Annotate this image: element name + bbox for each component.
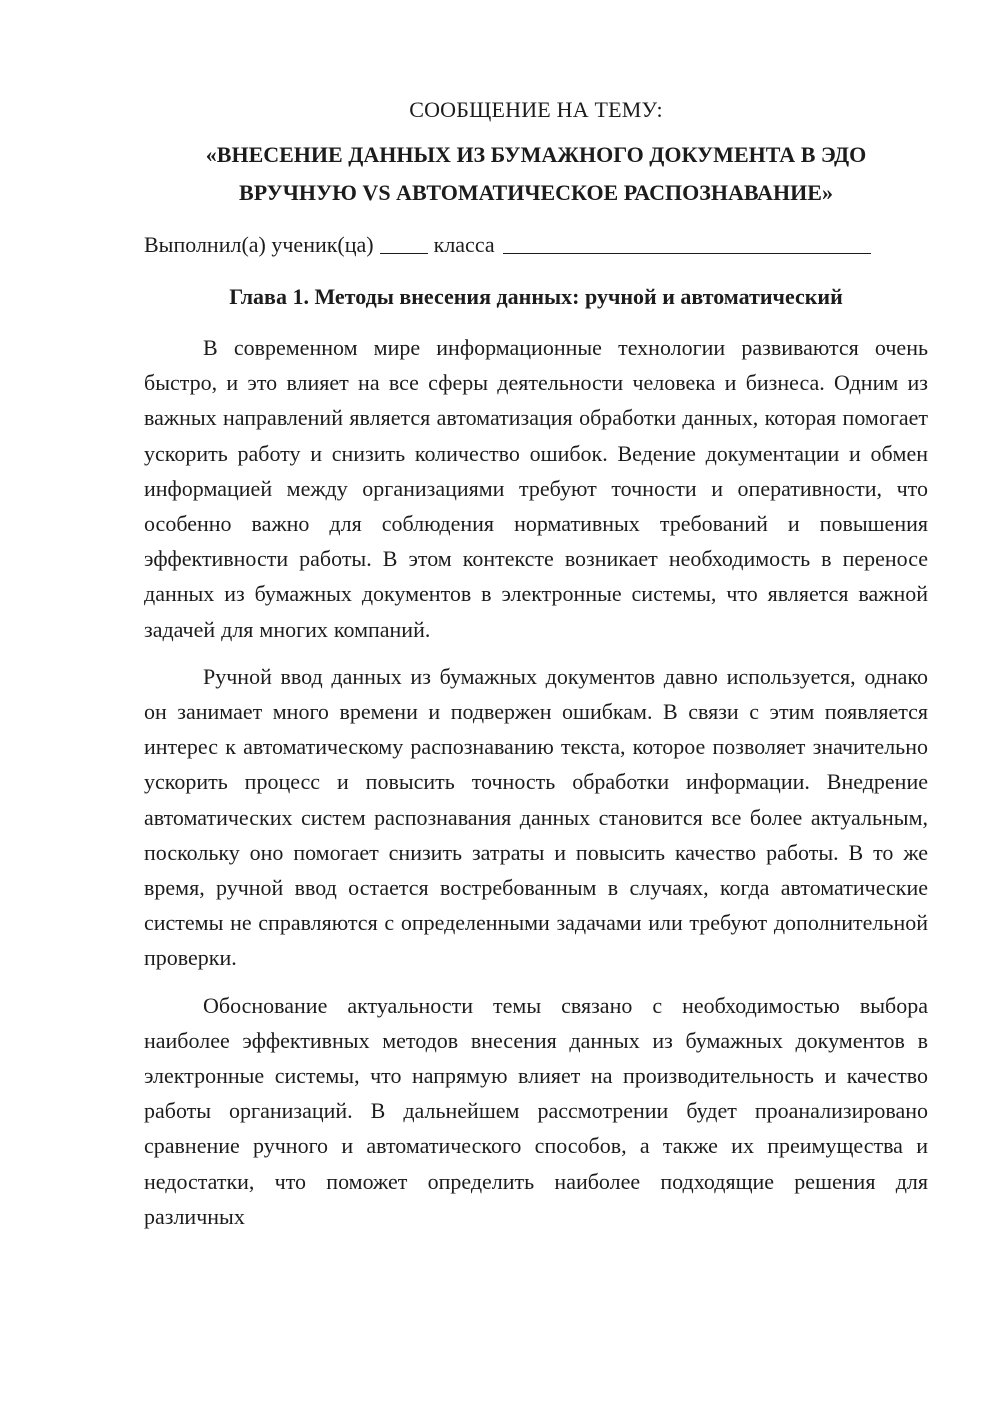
document-page xyxy=(144,88,928,1229)
author-line xyxy=(144,228,928,262)
body-paragraph-3: Обоснование актуальности темы связано с необходимостью выбора наиболее эффективных методов внесения данных из бумажных документов в электронные системы, что напрямую влияет на производительность и качество работы организаций. В дальнейшем рассмотрении будет проанализировано сравнение ручного и автоматического способов, а также их преимущества и недостатки, что поможет определить наиболее подходящие решения для различных xyxy=(144,992,928,1229)
report-label: СООБЩЕНИЕ НА ТЕМУ: xyxy=(409,97,663,122)
author-class-label: класса xyxy=(433,232,495,257)
report-title-line-2: ВРУЧНУЮ VS АВТОМАТИЧЕСКОЕ РАСПОЗНАВАНИЕ» xyxy=(239,180,833,205)
chapter-heading: Глава 1. Методы внесения данных: ручной и автоматический xyxy=(229,284,843,309)
body-paragraph-1: В современном мире информационные технологии развиваются очень быстро, и это влияет на все сферы деятельности человека и бизнеса. Одним из важных направлений является автоматизация обработки данных, которая помогает ускорить работу и снизить количество ошибок. Ведение документации и обмен информацией между организациями требуют точности и оперативности, что особенно важно для соблюдения нормативных требований и повышения эффективности работы. В этом контексте возникает необходимость в переносе данных из бумажных документов в электронные системы, что является важной задачей для многих компаний. xyxy=(144,335,928,642)
report-title xyxy=(144,136,928,212)
report-title-line-1: «ВНЕСЕНИЕ ДАННЫХ ИЗ БУМАЖНОГО ДОКУМЕНТА В ЭДО xyxy=(205,142,867,167)
body-paragraph-2: Ручной ввод данных из бумажных документов давно используется, однако он занимает много времени и подвержен ошибкам. В связи с этим появляется интерес к автоматическому распознаванию текста, которое позволяет значительно ускорить процесс и повысить точность обработки информации. Внедрение автоматических систем распознавания данных становится все более актуальным, поскольку оно помогает снизить затраты и повысить качество работы. В то же время, ручной ввод остается востребованным в случаях, когда автоматические системы не справляются с определенными задачами или требуют дополнительной проверки. xyxy=(144,663,928,971)
student-name-blank xyxy=(503,231,871,254)
author-prefix: Выполнил(а) ученик(ца) xyxy=(144,232,374,257)
class-number-blank xyxy=(380,231,428,254)
